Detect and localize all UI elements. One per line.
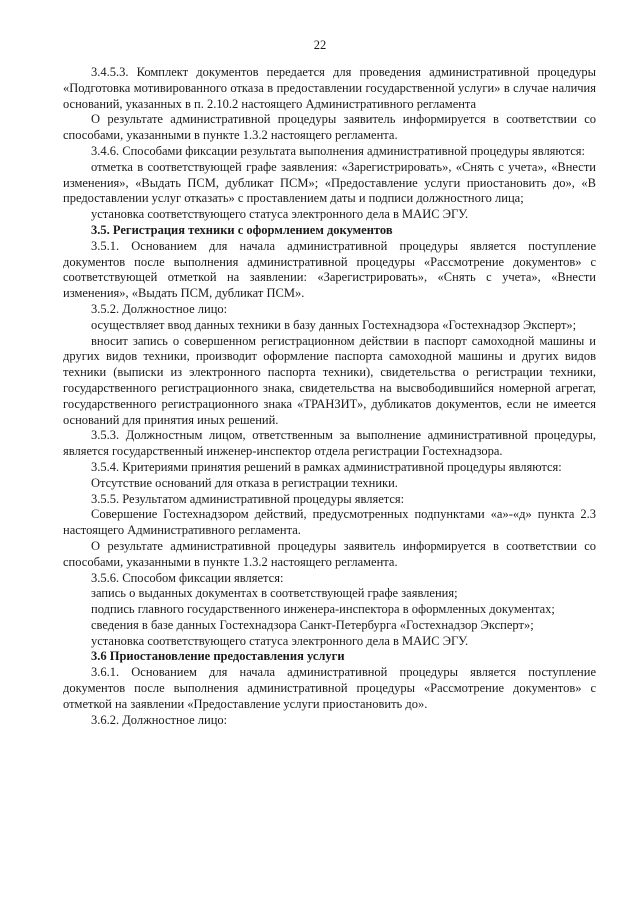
paragraph-3-5-5: 3.5.5. Результатом административной процедуры является:: [91, 491, 405, 506]
paragraph-3-5-4: 3.5.4. Критериями принятия решений в рамках административной процедуры являются:: [91, 459, 562, 474]
paragraph-issued-docs-record: запись о выданных документах в соответствующей графе заявления;: [91, 586, 458, 601]
paragraph-3-5-6: 3.5.6. Способом фиксации является:: [91, 570, 284, 585]
paragraph-mark-in-application: отметка в соответствующей графе заявления: «Зарегистрировать», «Снять с учета», «Внести изменения», «Выдать ПСМ, дубликат ПСМ»; «Предоставление услуги приостановить до», «В предоставлении услуг отказать» с проставлением даты и подписи должностного лица;: [63, 159, 596, 206]
paragraph-status-setting: установка соответствующего статуса электронного дела в МАИС ЭГУ.: [91, 207, 469, 222]
paragraph-actions-performed: Совершение Гостехнадзором действий, предусмотренных подпунктами «а»-«д» пункта 2.3 настоящего Административного регламента.: [63, 507, 596, 538]
section-heading-3-6: 3.6 Приостановление предоставления услуги: [91, 649, 345, 664]
paragraph-3-5-1: 3.5.1. Основанием для начала административной процедуры является поступление документов после выполнения административной процедуры «Рассмотрение документов» с соответствующей отметкой на заявлении: «Зарегистрировать», «Снять с учета», «Внести изменения», «Выдать ПСМ, дубликат ПСМ».: [63, 238, 596, 301]
paragraph-3-6-1: 3.6.1. Основанием для начала административной процедуры является поступление документов после выполнения административной процедуры «Рассмотрение документов» с отметкой на заявлении «Предоставление услуги приостановить до».: [63, 665, 596, 711]
paragraph-result-info: О результате административной процедуры заявитель информируется в соответствии со способами, указанными в пункте 1.3.2 настоящего регламента.: [63, 112, 596, 143]
paragraph-database-info: сведения в базе данных Гостехнадзора Санкт-Петербурга «Гостехнадзор Эксперт»;: [91, 617, 534, 632]
page-number: 22: [313, 38, 327, 52]
paragraph-result-info-2: О результате административной процедуры заявитель информируется в соответствии со способами, указанными в пункте 1.3.2 настоящего регламента.: [63, 538, 596, 569]
paragraph-data-entry: осуществляет ввод данных техники в базу данных Гостехнадзора «Гостехнадзор Эксперт»;: [91, 317, 577, 332]
paragraph-3-5-3: 3.5.3. Должностным лицом, ответственным за выполнение административной процедуры, является государственный инженер-инспектор отдела регистрации Гостехнадзора.: [63, 428, 596, 459]
paragraph-3-4-6: 3.4.6. Способами фиксации результата выполнения административной процедуры являются:: [91, 143, 585, 158]
paragraph-3-6-2: 3.6.2. Должностное лицо:: [91, 712, 228, 727]
paragraph-status-setting-2: установка соответствующего статуса электронного дела в МАИС ЭГУ.: [91, 633, 469, 648]
paragraph-3-5-2: 3.5.2. Должностное лицо:: [91, 301, 228, 316]
document-body: [63, 65, 596, 728]
paragraph-no-refusal-grounds: Отсутствие оснований для отказа в регистрации техники.: [91, 475, 398, 490]
paragraph-registration-record: вносит запись о совершенном регистрационном действии в паспорт самоходной машины и других видов техники, производит оформление паспорта самоходной машины и других видов техники (выписки из электронного паспорта техники), свидетельства о регистрации техники, государственного регистрационного знака, свидетельства на высвободившийся номерной агрегат, государственного регистрационного знака «ТРАНЗИТ», дубликатов документов, если не имеется оснований для принятия иных решений.: [63, 333, 596, 427]
paragraph-3-4-5-3: 3.4.5.3. Комплект документов передается для проведения административной процедуры «Подготовка мотивированного отказа в предоставлении государственной услуги» в случае наличия оснований, указанных в п. 2.10.2 настоящего Административного регламента: [63, 65, 596, 111]
paragraph-inspector-signature: подпись главного государственного инженера-инспектора в оформленных документах;: [91, 602, 555, 617]
section-heading-3-5: 3.5. Регистрация техники с оформлением документов: [91, 222, 393, 237]
